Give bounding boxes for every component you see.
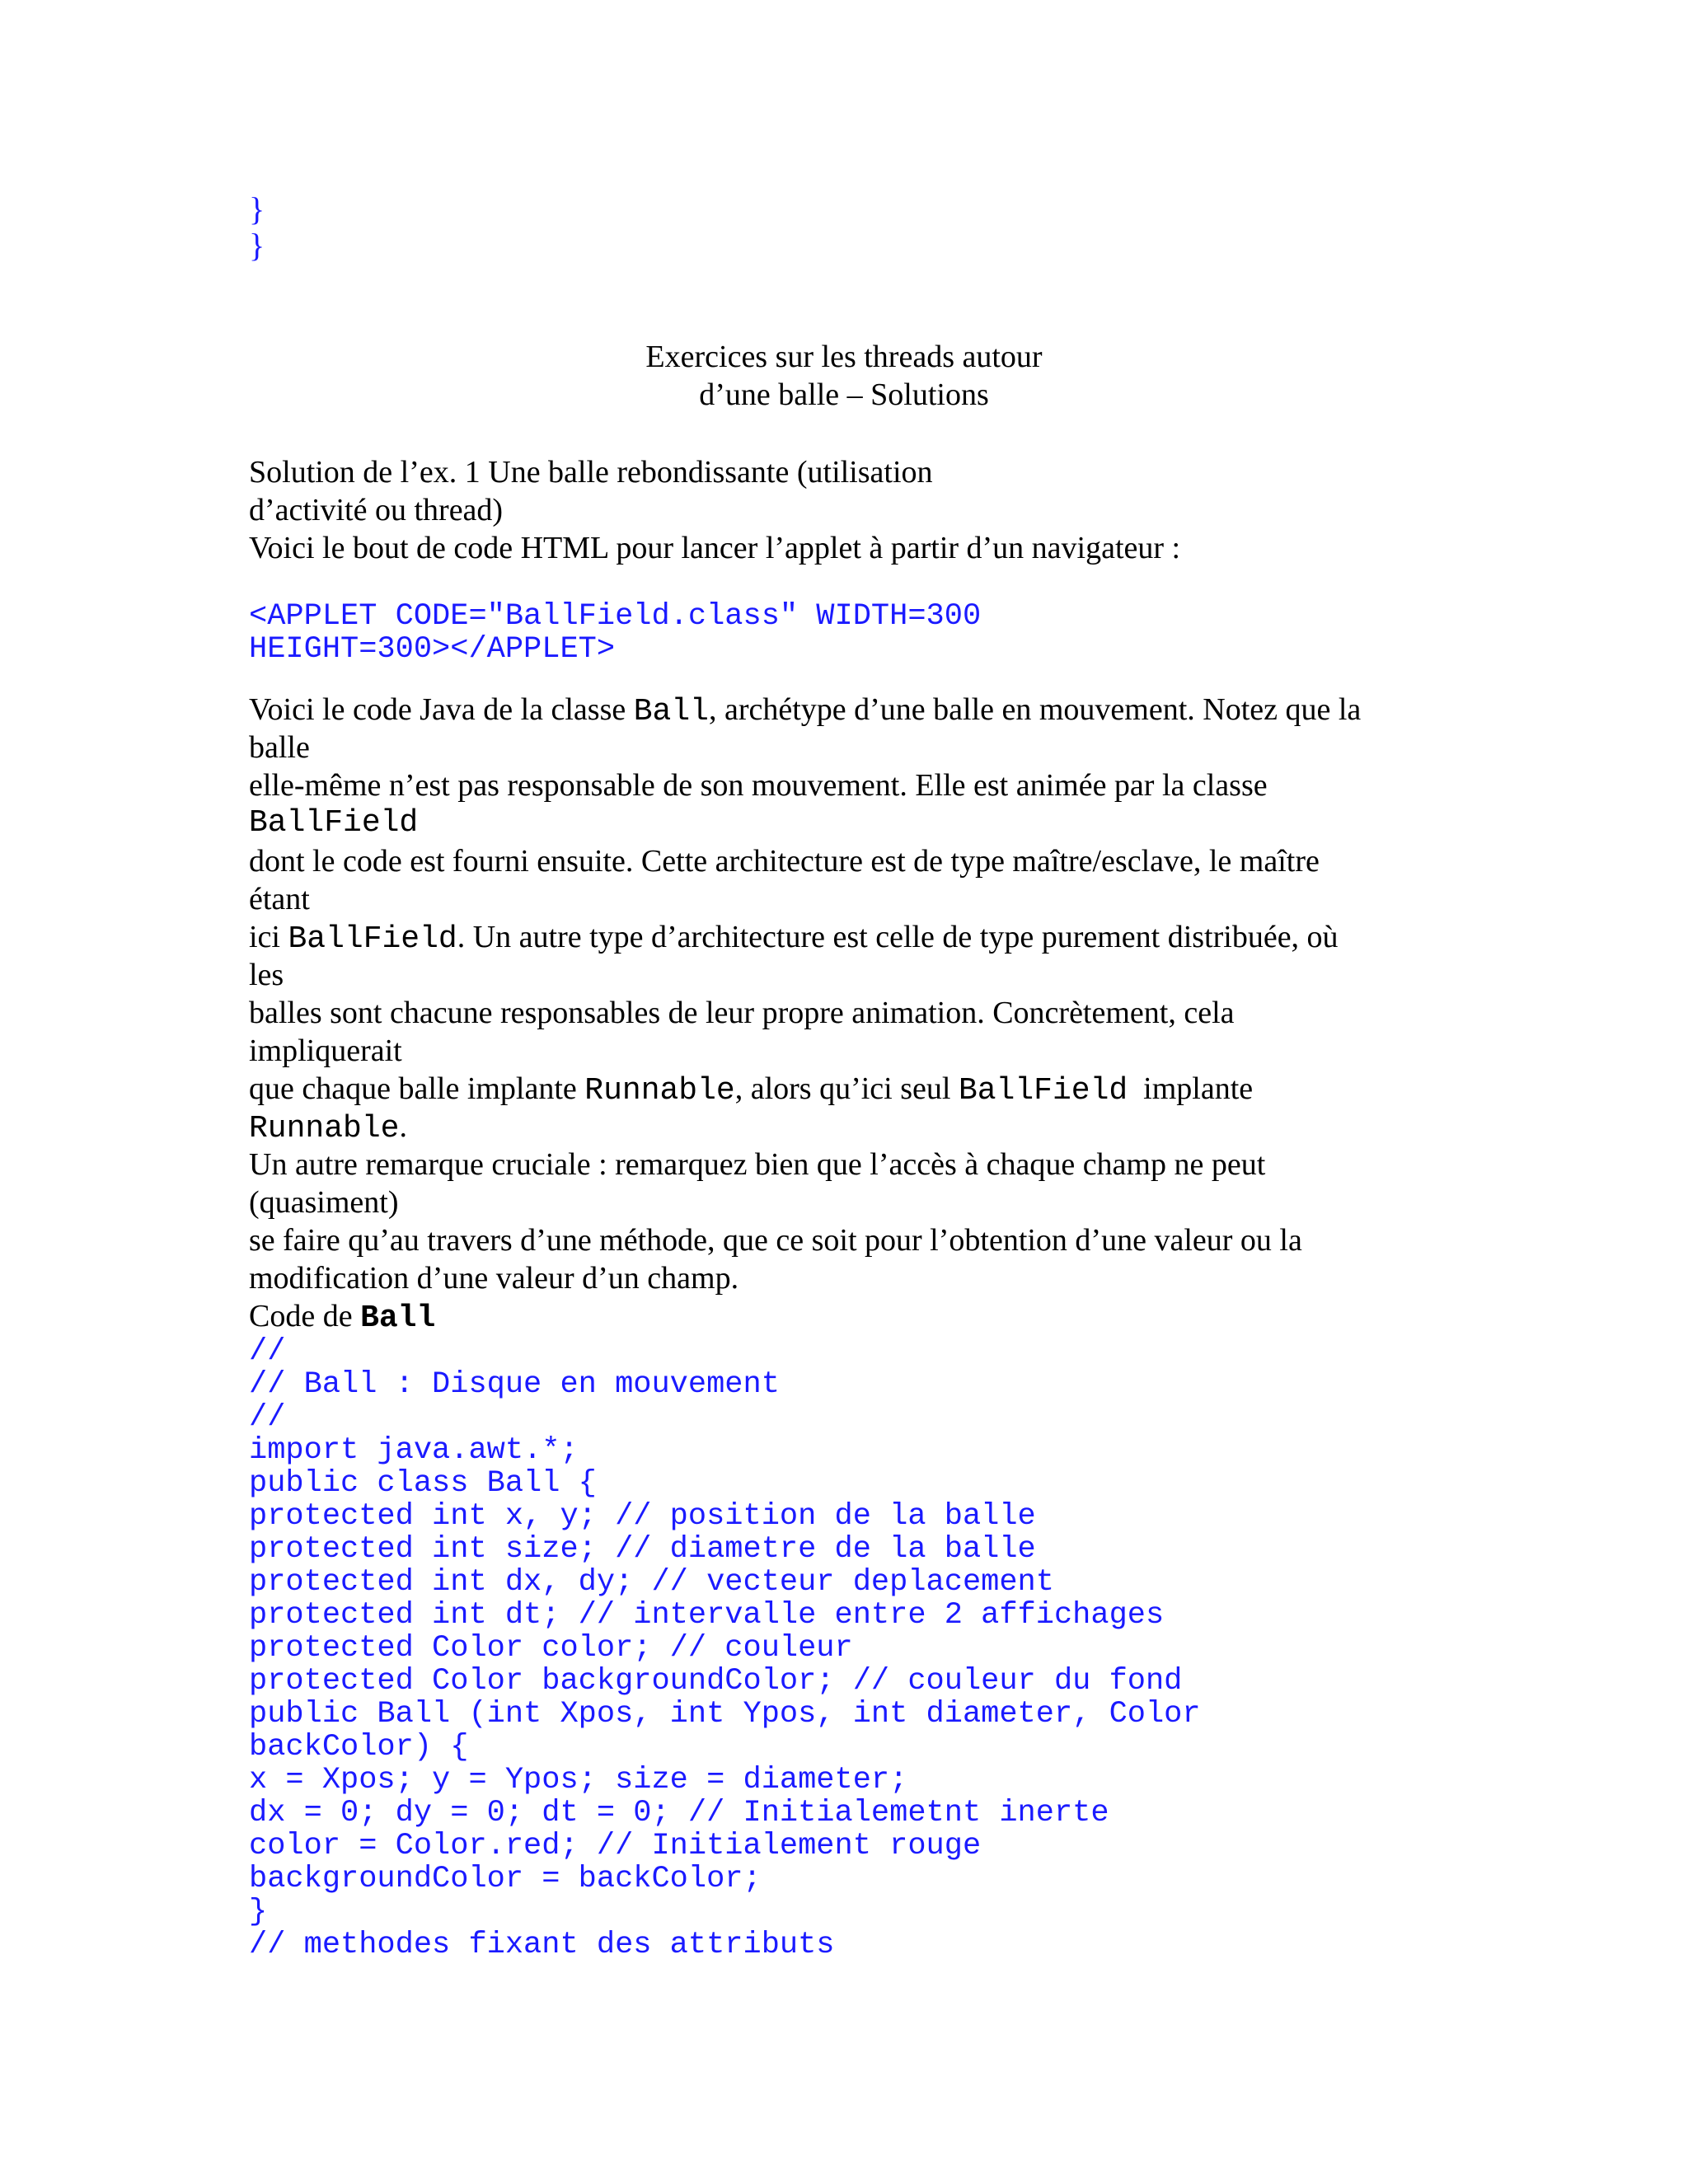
code-line: protected Color color; // couleur [249, 1631, 853, 1666]
applet-code-line: <APPLET CODE="BallField.class" WIDTH=300 [249, 599, 982, 634]
code-line: // Ball : Disque en mouvement [249, 1367, 780, 1402]
paragraph-line: impliquerait [249, 1033, 402, 1068]
paragraph-line [249, 918, 1444, 956]
code-line: } [249, 1895, 268, 1929]
paragraph-line: Un autre remarque cruciale : remarquez bien que l’accès à chaque champ ne peut [249, 1147, 1266, 1182]
inline-code: BallField [288, 921, 457, 957]
inline-code-line: BallField [249, 805, 419, 841]
code-line: dx = 0; dy = 0; dt = 0; // Initialemetnt inerte [249, 1796, 1109, 1830]
intro-line: d’activité ou thread) [249, 493, 504, 527]
title-line-1: Exercices sur les threads autour [645, 340, 1043, 374]
inline-code: BallField [958, 1073, 1128, 1108]
code-line: protected int size; // diametre de la balle [249, 1532, 1036, 1567]
code-line: protected Color backgroundColor; // couleur du fond [249, 1664, 1183, 1699]
text-run: ici [249, 920, 288, 954]
inline-code: Ball [633, 694, 709, 729]
text-run: . [399, 1109, 407, 1144]
text-run: , archétype d’une balle en mouvement. Notez que la [708, 692, 1362, 727]
intro-line: Solution de l’ex. 1 Une balle rebondissante (utilisation [249, 455, 933, 490]
text-run: implante [1128, 1071, 1254, 1106]
paragraph-line: se faire qu’au travers d’une méthode, que ce soit pour l’obtention d’une valeur ou la [249, 1223, 1302, 1258]
paragraph-line: (quasiment) [249, 1185, 399, 1220]
document-title [0, 338, 1688, 414]
text-run: , alors qu’ici seul [734, 1071, 959, 1106]
inline-code-bold: Ball [360, 1301, 436, 1336]
code-line: import java.awt.*; [249, 1433, 579, 1468]
text-run: que chaque balle implante [249, 1071, 585, 1106]
closing-braces [249, 191, 265, 264]
code-line: backgroundColor = backColor; [249, 1862, 762, 1896]
document-body [249, 453, 1444, 1961]
code-line: public Ball (int Xpos, int Ypos, int diameter, Color [249, 1697, 1201, 1732]
paragraph-line [249, 1297, 1444, 1335]
paragraph-line [249, 1070, 1444, 1108]
closing-brace: } [249, 227, 265, 264]
paragraph-line: étant [249, 882, 310, 916]
code-line: protected int dt; // intervalle entre 2 affichages [249, 1598, 1165, 1633]
code-line: // [249, 1400, 286, 1435]
closing-brace: } [249, 190, 265, 227]
paragraph-line [249, 1108, 1444, 1146]
text-run: . Un autre type d’architecture est celle de type purement distribuée, où [457, 920, 1339, 954]
spacer [249, 567, 1444, 600]
paragraph-line: balles sont chacune responsables de leur propre animation. Concrètement, cela [249, 996, 1235, 1030]
text-run: Code de [249, 1299, 361, 1333]
code-line: color = Color.red; // Initialement rouge [249, 1829, 982, 1863]
code-line: protected int dx, dy; // vecteur deplacement [249, 1565, 1054, 1600]
text-run: Voici le code Java de la classe [249, 692, 634, 727]
paragraph-line: les [249, 958, 284, 992]
paragraph-line: dont le code est fourni ensuite. Cette architecture est de type maître/esclave, le maître [249, 844, 1320, 879]
intro-line: Voici le bout de code HTML pour lancer l’applet à partir d’un navigateur : [249, 531, 1181, 565]
code-line: public class Ball { [249, 1466, 597, 1501]
title-line-2: d’une balle – Solutions [699, 377, 989, 412]
code-line: x = Xpos; y = Ypos; size = diameter; [249, 1763, 908, 1797]
code-line: // methodes fixant des attributs [249, 1928, 835, 1962]
spacer [249, 666, 1444, 691]
code-line: backColor) { [249, 1730, 469, 1765]
applet-code-line: HEIGHT=300></APPLET> [249, 632, 616, 667]
java-code-block [249, 1335, 1444, 1961]
paragraph-line: balle [249, 730, 310, 765]
code-line: // [249, 1334, 286, 1369]
code-line: protected int x, y; // position de la balle [249, 1499, 1036, 1534]
paragraph-line [249, 691, 1444, 729]
paragraph-line: elle-même n’est pas responsable de son mouvement. Elle est animée par la classe [249, 768, 1268, 803]
paragraph-line: modification d’une valeur d’un champ. [249, 1261, 739, 1296]
inline-code: Runnable [584, 1073, 735, 1108]
inline-code: Runnable [249, 1111, 400, 1146]
